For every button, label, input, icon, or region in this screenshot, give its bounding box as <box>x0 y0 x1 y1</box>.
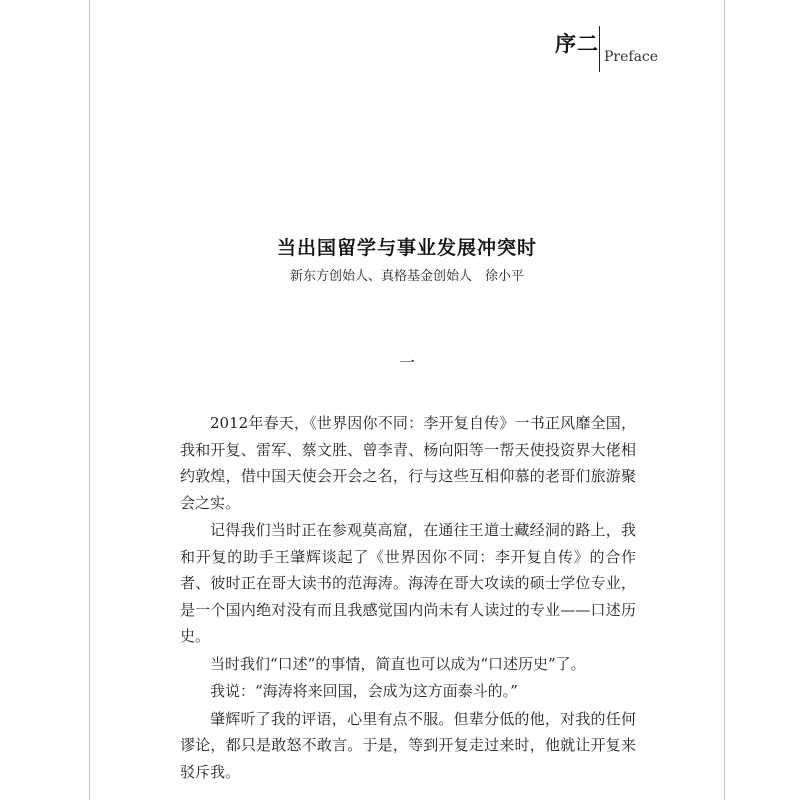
article-body <box>180 410 636 786</box>
article-title: 当出国留学与事业发展冲突时 <box>276 237 537 259</box>
page-border-right <box>724 0 725 800</box>
paragraph: 我说：“海涛将来回国，会成为这方面泰斗的。” <box>210 682 518 700</box>
chapter-number: 一 <box>398 353 415 372</box>
paragraph: 记得我们当时正在参观莫高窟，在通往王道士藏经洞的路上，我和开复的助手王肇辉谈起了《世界因你不同：李开复自传》的合作者、彼时正在哥大读书的范海涛。海涛在哥大攻读的硕士学位专业，是一个国内绝对没有而且我感觉国内尚未有人读过的专业——口述历史。 <box>180 521 636 645</box>
section-header <box>520 26 680 74</box>
paragraph: 2012年春天，《世界因你不同：李开复自传》一书正风靡全国，我和开复、雷军、蔡文胜、曾李青、杨向阳等一帮天使投资界大佬相约敦煌，借中国天使会开会之名，行与这些互相仰慕的老哥们旅游聚会之实。 <box>180 414 636 512</box>
section-divider <box>599 26 600 72</box>
paragraph: 当时我们“口述”的事情，简直也可以成为“口述历史”了。 <box>210 654 586 673</box>
page-border-left <box>89 0 90 800</box>
paragraph: 肇辉听了我的评语，心里有点不服。但辈分低的他，对我的任何谬论，都只是敢怒不敢言。于是，等到开复走过来时，他就让开复来驳斥我。 <box>180 709 636 781</box>
article-author: 新东方创始人、真格基金创始人 徐小平 <box>289 269 524 284</box>
section-title-english: Preface <box>604 49 659 65</box>
section-title: 序二 <box>555 31 599 56</box>
